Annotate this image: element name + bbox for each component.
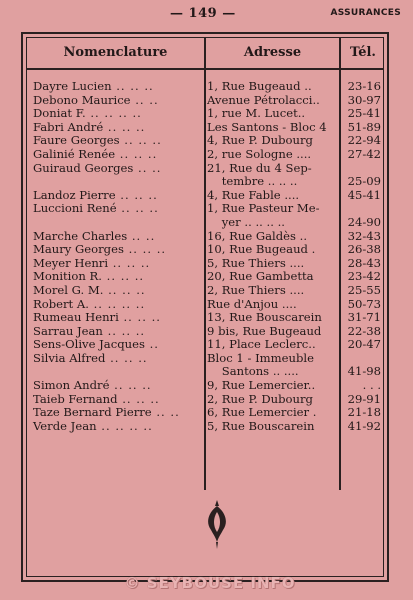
entry-address: 2, rue Sologne ....: [207, 147, 312, 161]
entry-address: 4, Rue Fable ....: [207, 188, 300, 202]
entry-name: [27, 134, 203, 148]
leader-dots: .. .. .. ..: [96, 419, 153, 433]
table-row: [27, 134, 383, 148]
entry-address: Rue d'Anjou ....: [207, 297, 297, 311]
entry-name: [27, 257, 203, 271]
table-row: [27, 393, 383, 407]
entry-name-text: Dayre Lucien: [33, 80, 112, 93]
table-row: [27, 365, 383, 379]
entry-address: 13, Rue Bouscarein: [207, 311, 322, 325]
entry-name-text: Guiraud Georges: [33, 161, 134, 175]
entry-address: 16, Rue Galdès ..: [207, 229, 308, 243]
entry-address: 1, rue M. Lucet..: [207, 107, 306, 121]
entry-name: [27, 270, 203, 284]
entry-address: 11, Place Leclerc..: [207, 338, 316, 352]
entry-phone: 30-97: [347, 92, 382, 107]
leader-dots: .. .. ..: [119, 134, 162, 148]
page-number: — 149 —: [170, 6, 236, 21]
leader-dots: .. ..: [133, 161, 162, 175]
entry-phone: [337, 352, 383, 366]
entry-name: [27, 121, 203, 135]
entry-address: 2, Rue Thiers ....: [207, 283, 305, 297]
entry-phone: 22-38: [347, 323, 382, 338]
table-row: [27, 298, 383, 312]
entry-phone: 22-94: [347, 133, 382, 148]
entry-name: [27, 230, 203, 244]
leader-dots: .. .. ..: [109, 379, 152, 393]
entry-name-text: Landoz Pierre: [33, 188, 116, 202]
leader-dots: .. .. ..: [103, 120, 146, 134]
entry-name: [27, 420, 203, 434]
entry-phone: . . .: [362, 378, 382, 393]
entry-phone: [337, 162, 383, 176]
entry-name-text: Doniat F.: [33, 107, 86, 121]
entry-phone: 50-73: [347, 296, 382, 311]
table-row: [27, 107, 383, 121]
directory-table: [26, 37, 384, 577]
entry-phone: 23-42: [347, 269, 382, 284]
entry-address: Les Santons - Bloc 4: [207, 120, 327, 134]
section-title: ASSURANCES: [330, 8, 401, 18]
entry-name-text: Simon André: [33, 379, 110, 393]
entry-phone: [337, 202, 383, 216]
header-divider: [27, 68, 383, 70]
entry-name: [27, 202, 203, 216]
entry-name: [27, 162, 203, 176]
entry-name: [27, 393, 203, 407]
leader-dots: .. ..: [151, 406, 180, 420]
table-row: [27, 420, 383, 434]
leader-dots: .. .. .. ..: [88, 297, 146, 311]
leader-dots: .. ..: [127, 229, 156, 243]
entry-phone: 45-41: [347, 187, 382, 202]
entry-address: 6, Rue Lemercier .: [207, 406, 317, 420]
leader-dots: .. ..: [130, 93, 159, 107]
table-row: [27, 311, 383, 325]
table-row: [27, 270, 383, 284]
entry-address: 1, Rue Bugeaud ..: [207, 80, 312, 93]
table-row: [27, 216, 383, 230]
entry-name: [27, 298, 203, 312]
entry-name: [27, 107, 203, 121]
entry-address: tembre .. .. ..: [207, 175, 298, 189]
leader-dots: .. .. ..: [115, 188, 158, 202]
entry-phone: 25-55: [347, 282, 382, 297]
directory-frame: [21, 32, 389, 582]
entry-name-text: Taieb Fernand: [33, 392, 118, 406]
entry-phone: 28-43: [347, 255, 382, 270]
entry-phone: 24-90: [347, 214, 382, 229]
table-body: [27, 80, 383, 433]
entry-address: Bloc 1 - Immeuble: [207, 351, 314, 365]
entry-phone: 25-41: [347, 106, 382, 121]
entry-phone: 31-71: [347, 310, 382, 325]
entry-address: 20, Rue Gambetta: [207, 270, 314, 284]
entry-phone: 26-38: [347, 242, 382, 257]
entry-phone: 41-98: [347, 364, 382, 379]
leader-dots: .. .. ..: [115, 147, 158, 161]
column-header-nomenclature: Nomenclature: [63, 45, 168, 60]
entry-name-text: Morel G. M.: [33, 283, 104, 297]
entry-name-text: Sens-Olive Jacques: [33, 338, 145, 352]
entry-phone: 21-18: [347, 405, 382, 420]
table-row: [27, 202, 383, 216]
table-row: [27, 379, 383, 393]
entry-phone: 23-16: [347, 79, 382, 93]
table-row: [27, 243, 383, 257]
column-header-adresse: Adresse: [243, 45, 302, 60]
entry-name-text: Marche Charles: [33, 229, 128, 243]
entry-name: [27, 148, 203, 162]
watermark: © SEYBOUSE INFO: [124, 574, 296, 592]
table-row: [27, 352, 383, 366]
entry-name: [27, 311, 203, 325]
table-row: [27, 257, 383, 271]
table-row: [27, 121, 383, 135]
entry-address: Santons .. ....: [207, 365, 299, 379]
table-row: [27, 284, 383, 298]
leader-dots: .. .. ..: [101, 270, 145, 284]
entry-address: 2, Rue P. Dubourg: [207, 392, 313, 406]
entry-name-text: Robert A.: [33, 297, 89, 311]
entry-name-text: Luccioni René: [33, 202, 117, 216]
leader-dots: .. .. ..: [108, 256, 151, 270]
table-row: [27, 80, 383, 94]
fleuron-ornament-icon: [203, 498, 231, 550]
entry-name-text: Galinié Renée: [33, 147, 116, 161]
entry-phone: 41-92: [347, 418, 382, 433]
table-row: [27, 338, 383, 352]
entry-name: [27, 284, 203, 298]
leader-dots: .. .. ..: [105, 351, 148, 365]
table-row: [27, 94, 383, 108]
column-header-tel: Tél.: [350, 45, 376, 60]
entry-name: [27, 352, 203, 366]
entry-name-text: Verde Jean: [33, 419, 97, 433]
entry-phone: 32-43: [347, 228, 382, 243]
entry-phone: 20-47: [347, 337, 382, 352]
entry-name-text: Maury Georges: [33, 243, 124, 257]
table-row: [27, 325, 383, 339]
table-row: [27, 189, 383, 203]
entry-name: [27, 406, 203, 420]
entry-address: 5, Rue Thiers ....: [207, 256, 305, 270]
table-row: [27, 175, 383, 189]
entry-phone: 25-09: [347, 174, 382, 189]
leader-dots: .. .. ..: [117, 392, 160, 406]
leader-dots: ..: [144, 338, 159, 352]
entry-address: 21, Rue du 4 Sep-: [207, 161, 312, 175]
entry-name-text: Meyer Henri: [33, 256, 109, 270]
entry-name-text: Rumeau Henri: [33, 311, 119, 325]
entry-name: [27, 216, 203, 230]
table-row: [27, 162, 383, 176]
entry-name-text: Fabri André: [33, 120, 104, 134]
leader-dots: .. .. ..: [103, 283, 146, 297]
entry-name: [27, 325, 203, 339]
entry-name: [27, 365, 203, 379]
entry-phone: 29-91: [347, 391, 382, 406]
entry-address: 10, Rue Bugeaud .: [207, 243, 316, 257]
entry-address: 9 bis, Rue Bugeaud: [207, 324, 322, 338]
entry-name-text: Debono Maurice: [33, 93, 131, 107]
entry-name-text: Taze Bernard Pierre: [33, 406, 152, 420]
table-row: [27, 148, 383, 162]
entry-name: [27, 379, 203, 393]
leader-dots: .. .. .. ..: [85, 107, 142, 121]
entry-name: [27, 243, 203, 257]
entry-name-text: Silvia Alfred: [33, 351, 106, 365]
entry-address: 4, Rue P. Dubourg: [207, 134, 313, 148]
entry-name: [27, 338, 203, 352]
entry-name: [27, 80, 203, 94]
entry-address: 1, Rue Pasteur Me-: [207, 202, 320, 216]
leader-dots: .. .. ..: [123, 243, 167, 257]
entry-name: [27, 189, 203, 203]
page-header: [0, 6, 413, 24]
leader-dots: .. .. ..: [116, 202, 159, 216]
entry-phone: 51-89: [347, 119, 382, 134]
entry-name-text: Monition R.: [33, 270, 102, 284]
entry-name: [27, 175, 203, 189]
entry-address: 5, Rue Bouscarein: [207, 419, 315, 433]
table-row: [27, 230, 383, 244]
entry-phone: 27-42: [347, 146, 382, 161]
table-row: [27, 406, 383, 420]
entry-name-text: Sarrau Jean: [33, 324, 103, 338]
entry-name-text: Faure Georges: [33, 134, 120, 148]
leader-dots: .. .. ..: [102, 324, 146, 338]
leader-dots: .. .. ..: [111, 80, 154, 93]
entry-address: yer .. .. .. ..: [207, 215, 285, 229]
entry-address: Avenue Pétrolacci..: [207, 93, 320, 107]
entry-name: [27, 94, 203, 108]
entry-address: 9, Rue Lemercier..: [207, 379, 316, 393]
leader-dots: .. .. ..: [118, 311, 161, 325]
